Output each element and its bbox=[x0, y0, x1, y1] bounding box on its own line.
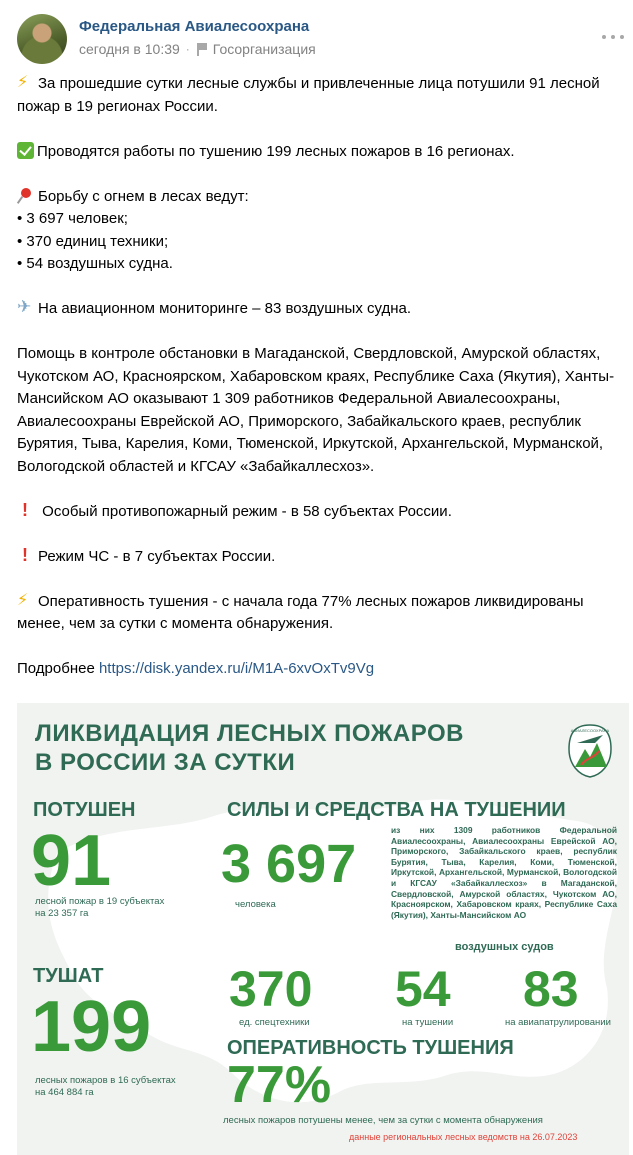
aircraft-patrol-value: 83 bbox=[523, 961, 579, 1017]
efficiency-value: 77% bbox=[227, 1056, 332, 1114]
exclamation-icon bbox=[17, 502, 36, 519]
aircraft-fire-value: 54 bbox=[395, 961, 451, 1017]
data-source: данные региональных лесных ведомств на 26.07.2023 bbox=[349, 1132, 578, 1142]
avialesookhrana-logo bbox=[567, 721, 613, 779]
lightning-icon bbox=[17, 74, 36, 91]
people-desc: человека bbox=[235, 899, 276, 910]
vehicles-value: 370 bbox=[229, 961, 313, 1017]
forces-item: • 370 единиц техники; bbox=[17, 232, 169, 250]
burning-label: ТУШАТ bbox=[33, 965, 104, 987]
forces-label: СИЛЫ И СРЕДСТВА НА ТУШЕНИИ bbox=[227, 799, 566, 821]
post-meta bbox=[79, 41, 316, 57]
aircraft-label: воздушных судов bbox=[455, 941, 554, 953]
paragraph-more: Подробнее https://disk.yandex.ru/i/M1A-6xvOxTv9Vg bbox=[17, 660, 375, 677]
paragraph-assistance: Помощь в контроле обстановки в Магаданской, Свердловской, Амурской областях, Чукотском АО, Красноярском, Хабаровском краях, Республике Саха (Якутия), Ханты-Мансийском АО оказывают 1 309 работников Федеральной Авиалесоохраны, Авиалесоохраны Еврейской АО, Приморского, Забайкальского краев, республик Бурятия, Тыва, Карелия, Коми, Тюменской, Иркутской, Архангельской, Мурманской, Вологодской областей и КГСАУ «Забайкаллесхоз». bbox=[17, 345, 615, 475]
workers-note: из них 1309 работников Федеральной Авиалесоохраны, Авиалесоохраны Еврейской АО, Приморского, Забайкальского краев, республик Бурятия, Тыва, Карелия, Коми, Тюменской, Иркутской, Архангельской, Мурманской, Вологодской и КГСАУ «Забайкаллесхоз» в Магаданской, Свердловской, Амурской областях, Чукотском АО, Красноярском, Хабаровском краях, Республике Саха (Якутия), Ханты-Мансийском АО bbox=[391, 825, 617, 920]
burning-value: 199 bbox=[31, 987, 152, 1067]
paragraph-efficiency: ⚡Оперативность тушения - с начала года 77% лесных пожаров ликвидированы менее, чем за сутки с момента обнаружения. bbox=[17, 591, 617, 636]
check-mark-icon bbox=[17, 142, 34, 159]
forces-item: • 3 697 человек; bbox=[17, 210, 128, 227]
burning-desc: лесных пожаров в 16 субъектах на 464 884 га bbox=[35, 1075, 176, 1098]
paragraph-extinguished: ⚡За прошедшие сутки лесные службы и привлеченные лица потушили 91 лесной пожар в 19 регионах России. bbox=[17, 73, 617, 118]
airplane-icon bbox=[17, 299, 36, 316]
pushpin-icon bbox=[17, 187, 36, 204]
forces-item: • 54 воздушных судна. bbox=[17, 255, 173, 272]
efficiency-desc: лесных пожаров потушены менее, чем за сутки с момента обнаружения bbox=[223, 1115, 543, 1126]
exclamation-icon bbox=[17, 547, 36, 564]
aircraft-patrol-desc: на авиапатрулировании bbox=[505, 1017, 611, 1028]
post-text bbox=[17, 73, 617, 681]
paragraph-monitoring: ✈На авиационном мониторинге – 83 воздушных судна. bbox=[17, 298, 617, 321]
post-time[interactable]: сегодня в 10:39 bbox=[79, 41, 180, 57]
extinguished-label: ПОТУШЕН bbox=[33, 799, 136, 821]
more-link[interactable]: https://disk.yandex.ru/i/M1A-6xvOxTv9Vg bbox=[98, 660, 375, 677]
author-avatar[interactable] bbox=[17, 14, 67, 64]
extinguished-value: 91 bbox=[31, 821, 112, 901]
paragraph-in-progress: Проводятся работы по тушению 199 лесных пожаров в 16 регионах. bbox=[17, 141, 617, 164]
efficiency-label: ОПЕРАТИВНОСТЬ ТУШЕНИЯ bbox=[227, 1037, 514, 1059]
paragraph-fire-regime: ! Особый противопожарный режим - в 58 субъектах России. bbox=[17, 501, 617, 524]
lightning-icon bbox=[17, 592, 36, 609]
svg-text:АВИАЛЕСООХРАНА: АВИАЛЕСООХРАНА bbox=[570, 728, 610, 733]
people-value: 3 697 bbox=[221, 834, 357, 894]
infographic-title: ЛИКВИДАЦИЯ ЛЕСНЫХ ПОЖАРОВ В РОССИИ ЗА СУТКИ bbox=[35, 720, 464, 776]
flag-icon bbox=[196, 43, 207, 56]
aircraft-fire-desc: на тушении bbox=[402, 1017, 454, 1028]
vehicles-desc: ед. спецтехники bbox=[239, 1017, 310, 1028]
paragraph-emergency: !Режим ЧС - в 7 субъектах России. bbox=[17, 546, 617, 569]
author-name[interactable]: Федеральная Авиалесоохрана bbox=[79, 18, 310, 35]
infographic-image[interactable] bbox=[17, 703, 629, 1155]
post-category: Госорганизация bbox=[212, 41, 316, 57]
post-header bbox=[0, 0, 633, 70]
meta-separator: · bbox=[185, 42, 190, 56]
extinguished-desc: лесной пожар в 19 субъектах на 23 357 га bbox=[35, 896, 165, 919]
paragraph-forces: Борьбу с огнем в лесах ведут: • 3 697 человек; • 370 единиц техники; • 54 воздушных судна. bbox=[17, 186, 617, 276]
more-options-icon[interactable] bbox=[602, 33, 624, 41]
